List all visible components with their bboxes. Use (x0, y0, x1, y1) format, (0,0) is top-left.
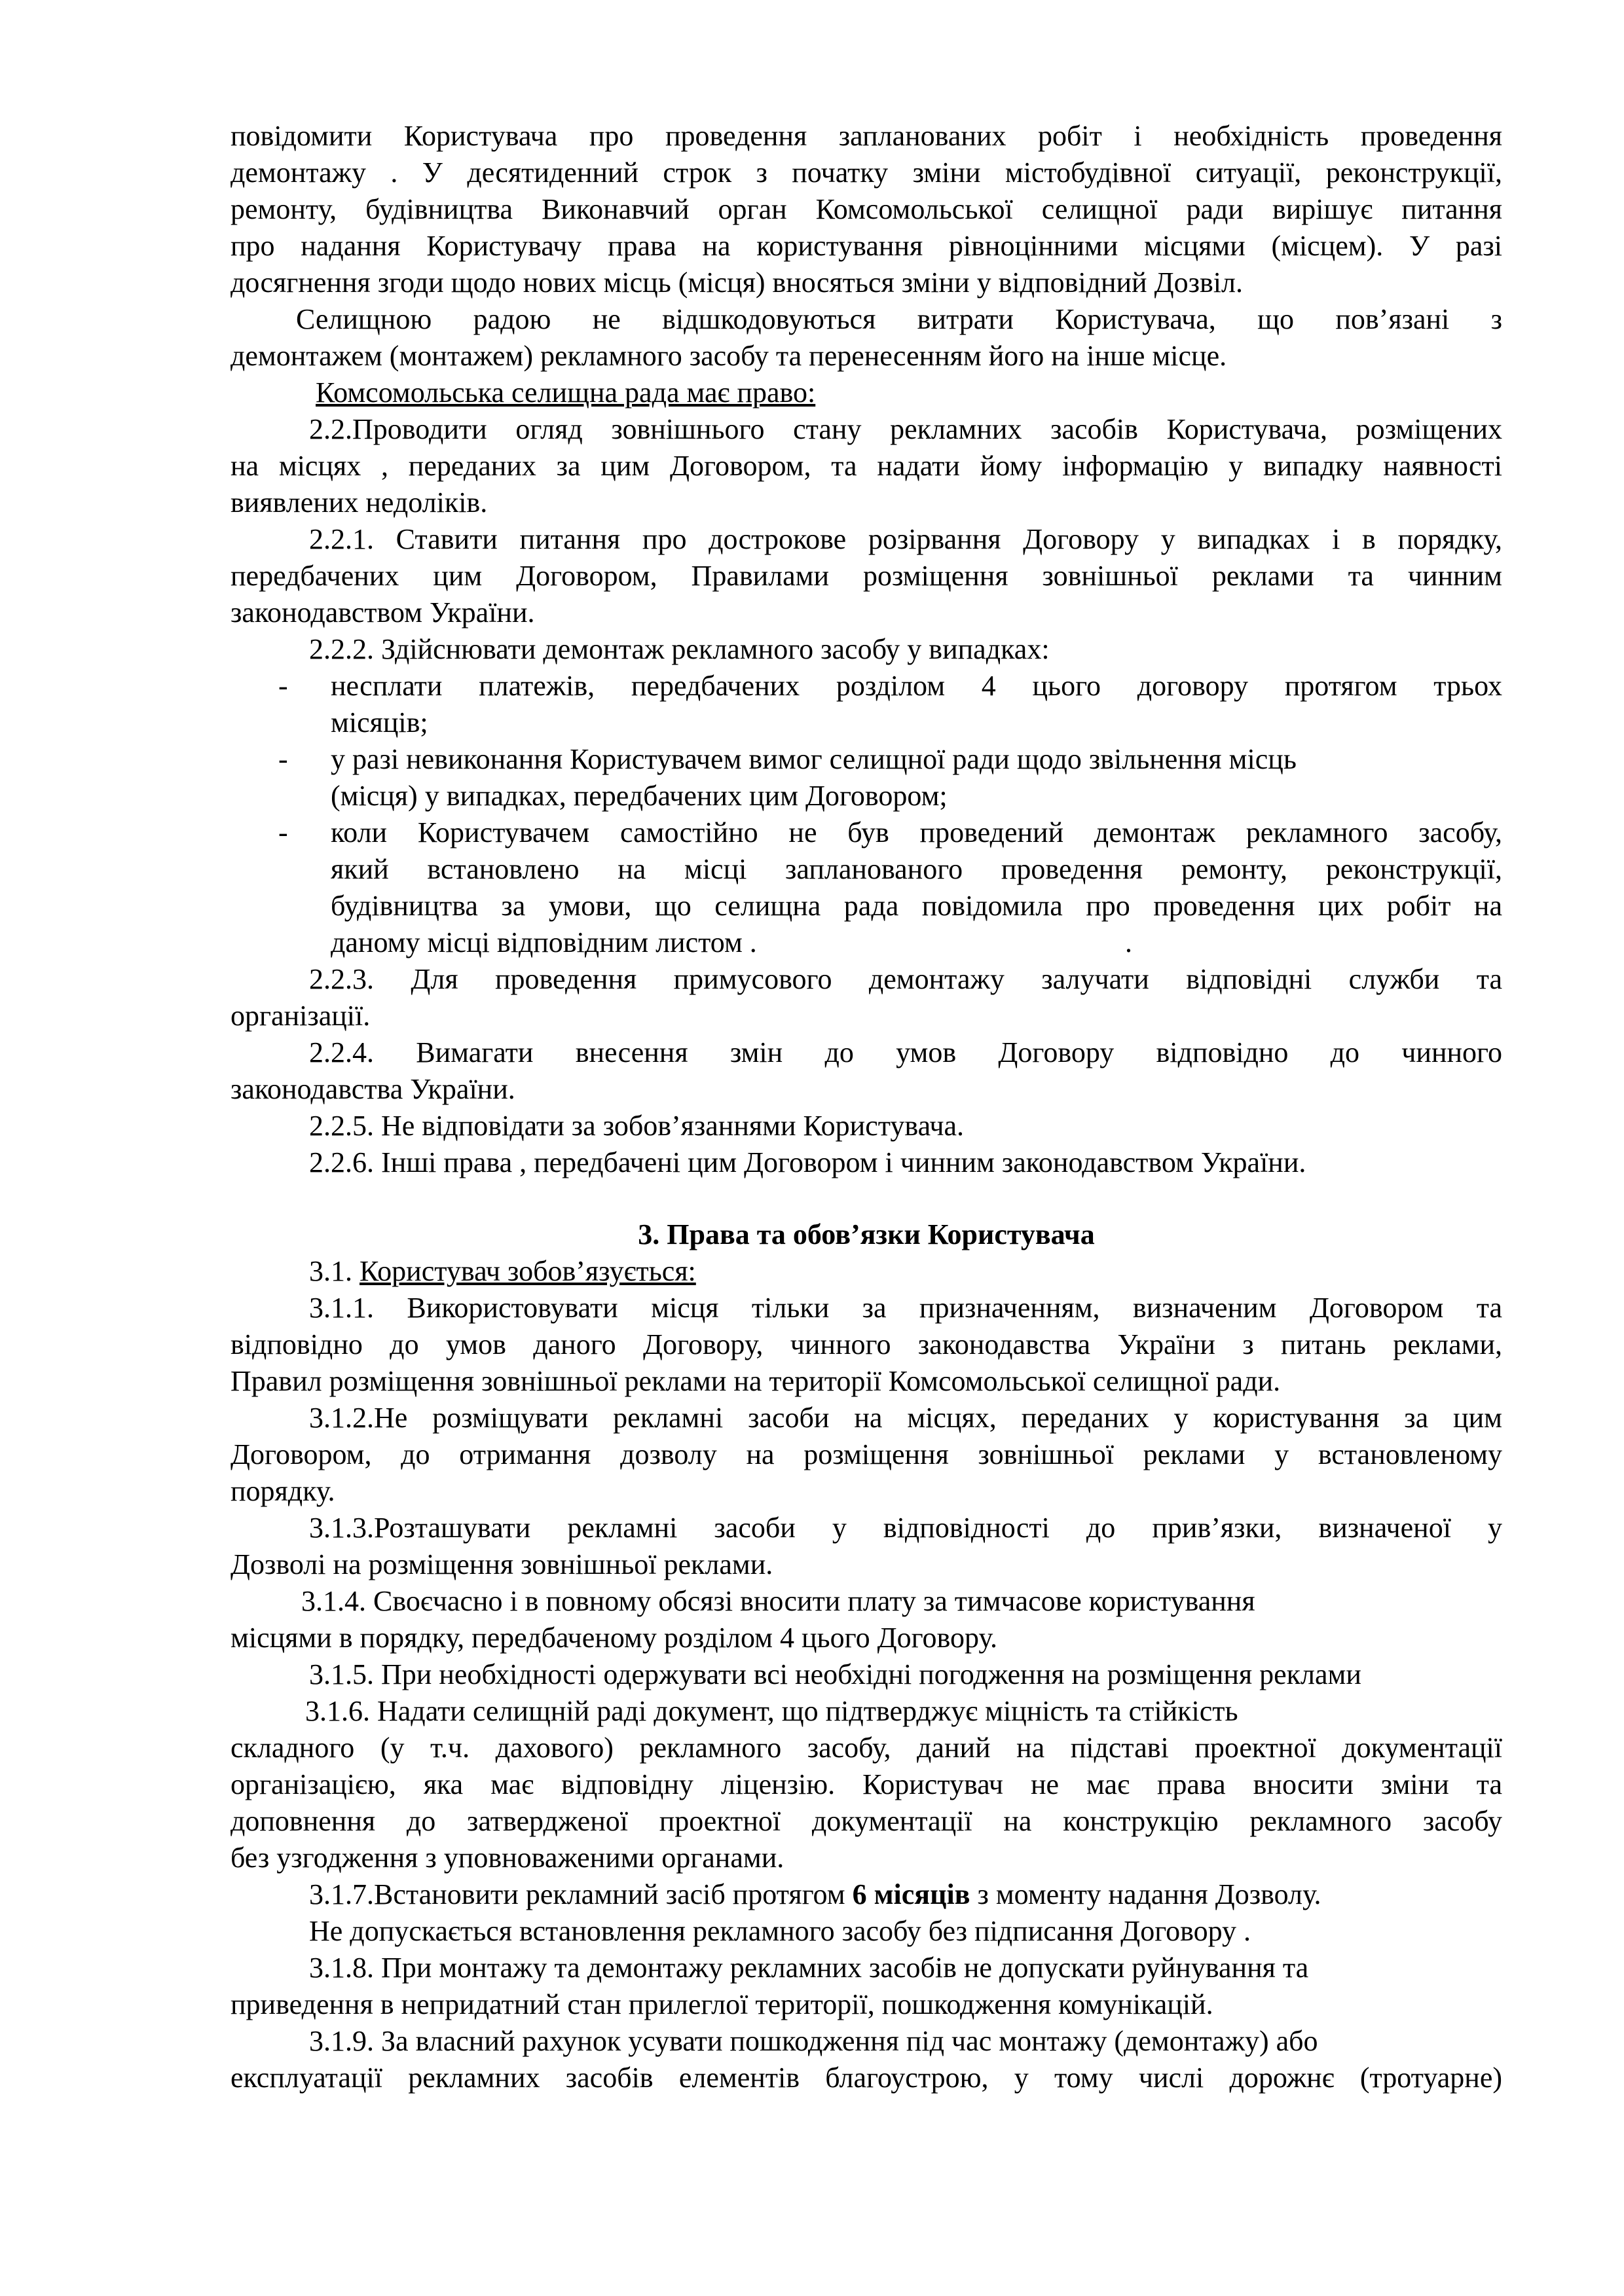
paragraph-line: ремонту, будівництва Виконавчий орган Комсомольської селищної ради вирішує питання (231, 193, 1502, 225)
section-3-1-line (309, 1253, 1502, 1290)
clause-2-2-4-line: 2.2.4. Вимагати внесення змін до умов Договору відповідно до чинного (309, 1036, 1502, 1068)
clause-3-1-3-line: Дозволі на розміщення зовнішньої реклами. (231, 1548, 773, 1580)
paragraph-line: демонтажем (монтажем) рекламного засобу та перенесенням його на інше місце. (231, 340, 1227, 372)
bullet-dash: - (278, 670, 288, 702)
clause-3-1-9-line: експлуатації рекламних засобів елементів благоустрою, у тому числі дорожнє (тротуарне) (231, 2062, 1502, 2094)
clause-3-1-7-text: з моменту надання Дозволу. (970, 1878, 1321, 1910)
clause-3-1-7-term: 6 місяців (852, 1878, 970, 1910)
paragraph-line: про надання Користувачу права на користування рівноцінними місцями (місцем). У разі (231, 230, 1502, 262)
clause-3-1-8-line: 3.1.8. При монтажу та демонтажу рекламних засобів не допускати руйнування та (309, 1952, 1309, 1984)
bullet-line: несплати платежів, передбачених розділом 4 цього договору протягом трьох (331, 670, 1502, 702)
clause-2-2-2-line: 2.2.2. Здійснювати демонтаж рекламного засобу у випадках: (309, 633, 1050, 665)
clause-3-1-5-line: 3.1.5. При необхідності одержувати всі необхідні погодження на розміщення реклами (309, 1658, 1361, 1690)
clause-3-1-9-line: 3.1.9. За власний рахунок усувати пошкодження під час монтажу (демонтажу) або (309, 2025, 1318, 2057)
clause-3-1-6-line: доповнення до затвердженої проектної документації на конструкцію рекламного засобу (231, 1805, 1502, 1837)
clause-3-1-2-line: Договором, до отримання дозволу на розміщення зовнішньої реклами у встановленому (231, 1438, 1502, 1470)
clause-3-1-7-text: 3.1.7.Встановити рекламний засіб протягом (309, 1878, 853, 1910)
bullet-line: місяців; (331, 706, 428, 738)
clause-3-1-3-line: 3.1.3.Розташувати рекламні засоби у відповідності до прив’язки, визначеної у (309, 1512, 1502, 1544)
clause-3-1-8-line: приведення в непридатний стан прилеглої території, пошкодження комунікацій. (231, 1988, 1213, 2020)
clause-3-1-2-line: 3.1.2.Не розміщувати рекламні засоби на місцях, переданих у користування за цим (309, 1402, 1502, 1434)
paragraph-line: повідомити Користувача про проведення запланованих робіт і необхідність проведення (231, 120, 1502, 152)
clause-3-1-1-line: Правил розміщення зовнішньої реклами на території Комсомольської селищної ради. (231, 1365, 1281, 1397)
clause-2-2-6-line: 2.2.6. Інші права , передбачені цим Договором і чинним законодавством України. (309, 1146, 1306, 1178)
clause-3-1-7-line (309, 1876, 1502, 1913)
clause-3-1-6-line: без узгодження з уповноваженими органами. (231, 1842, 784, 1874)
clause-2-2-4-line: законодавства України. (231, 1073, 515, 1105)
section-3-title: 3. Права та обов’язки Користувача (638, 1218, 1095, 1250)
clause-2-2-line: виявлених недоліків. (231, 486, 488, 519)
bullet-line: у разі невиконання Користувачем вимог селищної ради щодо звільнення місць (331, 743, 1297, 775)
clause-2-2-5-line: 2.2.5. Не відповідати за зобов’язаннями Користувача. (309, 1110, 965, 1142)
clause-3-1-6-line: складного (у т.ч. дахового) рекламного засобу, даний на підставі проектної документації (231, 1732, 1502, 1764)
clause-3-1-2-line: порядку. (231, 1475, 335, 1507)
clause-3-1-7-line: Не допускається встановлення рекламного засобу без підписання Договору . (309, 1915, 1251, 1947)
bullet-line: (місця) у випадках, передбачених цим Договором; (331, 780, 948, 812)
bullet-line: даному місці відповідним листом . (331, 926, 757, 958)
section-3-1-number: 3.1. (309, 1255, 352, 1287)
paragraph-line: Селищною радою не відшкодовуються витрати Користувача, що пов’язані з (296, 303, 1502, 335)
clause-2-2-1-line: передбачених цим Договором, Правилами розміщення зовнішньої реклами та чинним (231, 560, 1502, 592)
clause-2-2-3-line: 2.2.3. Для проведення примусового демонтажу залучати відповідні служби та (309, 963, 1502, 995)
clause-2-2-1-line: 2.2.1. Ставити питання про дострокове розірвання Договору у випадках і в порядку, (309, 523, 1502, 555)
clause-2-2-3-line: організації. (231, 1000, 371, 1032)
clause-3-1-4-line: 3.1.4. Своєчасно і в повному обсязі вносити плату за тимчасове користування (301, 1585, 1255, 1617)
bullet-line: коли Користувачем самостійно не був проведений демонтаж рекламного засобу, (331, 816, 1502, 848)
clause-3-1-1-line: 3.1.1. Використовувати місця тільки за призначенням, визначеним Договором та (309, 1292, 1502, 1324)
clause-2-2-1-line: законодавством України. (231, 596, 535, 629)
clause-2-2-line: на місцях , переданих за цим Договором, та надати йому інформацію у випадку наявності (231, 450, 1502, 482)
paragraph-line: досягнення згоди щодо нових місць (місця) вносяться зміни у відповідний Дозвіл. (231, 266, 1243, 299)
clause-3-1-6-line: організацією, яка має відповідну ліцензію. Користувач не має права вносити зміни та (231, 1768, 1502, 1800)
clause-3-1-6-line: 3.1.6. Надати селищній раді документ, що підтверджує міцність та стійкість (305, 1695, 1238, 1727)
trailing-dot: . (1125, 926, 1132, 958)
bullet-dash: - (278, 743, 288, 775)
paragraph-line: демонтажу . У десятиденний строк з початку зміни містобудівної ситуації, реконструкції, (231, 156, 1502, 189)
bullet-dash: - (278, 816, 288, 848)
section-3-1-subheading: Користувач зобов’язується: (360, 1255, 696, 1287)
bullet-line: будівництва за умови, що селищна рада повідомила про проведення цих робіт на (331, 890, 1502, 922)
bullet-line: який встановлено на місці запланованого проведення ремонту, реконструкції, (331, 853, 1502, 885)
rights-heading-line (316, 374, 1587, 411)
clause-3-1-4-line: місцями в порядку, передбаченому розділом 4 цього Договору. (231, 1622, 998, 1654)
rights-heading: Комсомольська селищна рада має право: (316, 376, 816, 409)
clause-2-2-line: 2.2.Проводити огляд зовнішнього стану рекламних засобів Користувача, розміщених (309, 413, 1502, 445)
clause-3-1-1-line: відповідно до умов даного Договору, чинного законодавства України з питань реклами, (231, 1328, 1502, 1360)
